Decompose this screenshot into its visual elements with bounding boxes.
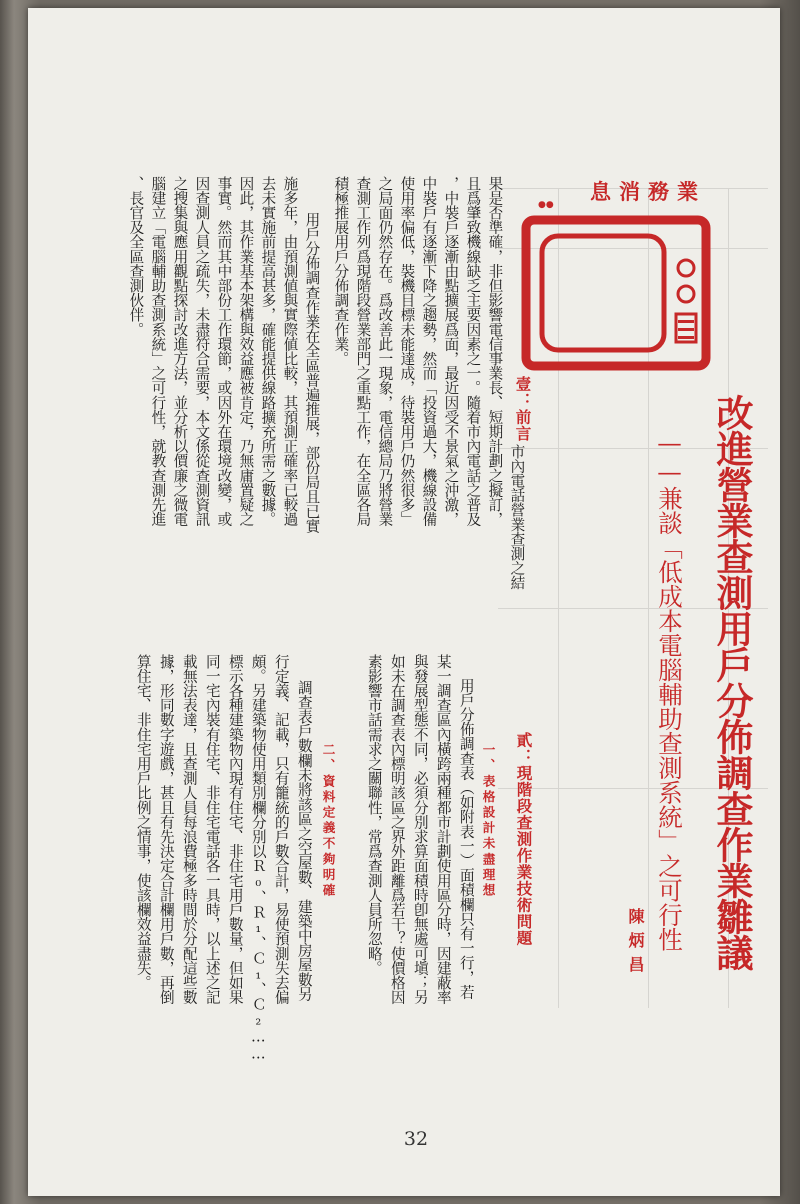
body-column: 查測工作列爲現階段營業部門之重點工作，在全區各局 xyxy=(354,176,372,527)
body-column: 使用率偏低，裝機目標未能達成，待裝用戶仍然很多」 xyxy=(398,176,416,527)
subsection2-heading: 二、資料定義不夠明確 xyxy=(320,743,336,899)
document-page xyxy=(28,8,780,1196)
body-column: 算住宅、非住宅用戶比例之情事，使該欄效益盡失。 xyxy=(134,654,152,990)
body-column: 市內電話營業查測之結 xyxy=(508,444,526,590)
logo-caption: 業務消息 xyxy=(590,179,706,204)
body-column: 載無法表達，且查測人員每浪費極多時間於分配這些數 xyxy=(180,654,198,1005)
body-column: 與發展型態不同，必須分別求算面積時卽無處可塡；另 xyxy=(411,654,429,1005)
body-column: 積極推展用戶分佈調查作業。 xyxy=(332,176,350,366)
body-column: 之搜集與應用觀點探討改進方法，並分析以價廉之微電 xyxy=(171,176,189,527)
body-column: 同一宅內裝有住宅、非住宅電話各一具時，以上述之記 xyxy=(203,654,221,1005)
body-column: 中裝戶有逐漸下降之趨勢，然而「投資過大，機線設備 xyxy=(420,176,438,527)
tv-logo-icon xyxy=(516,190,712,374)
body-column: 腦建立「電腦輔助查測系統」之可行性，就教查測先進 xyxy=(149,176,167,527)
body-column: 果是否準確，非但影響電信事業長、短期計劃之擬訂， xyxy=(486,176,504,527)
body-column: 因查測人員之疏失，未盡符合需要，本文係從查測資訊 xyxy=(193,176,211,527)
body-column: 用戶分佈調查表（如附表一）面積欄只有一行，若 xyxy=(457,678,475,1000)
body-column: 且爲肇致機線缺乏主要因素之一。隨着市內電話之普及 xyxy=(464,176,482,527)
body-column: 事實。然而其中部份工作環節，或因外在環境改變，或 xyxy=(215,176,233,527)
body-column: 素影響市話需求之關聯性，常爲查測人員所忽略。 xyxy=(365,654,383,976)
section2-heading: 貳：現階段查測作業技術問題 xyxy=(514,732,534,947)
body-column: 、長官及全區查測伙伴。 xyxy=(127,176,145,337)
body-column: 因此，其作業基本架構與效益應被肯定，乃無庸置疑之 xyxy=(237,176,255,527)
body-column: 行定義、記載，只有籠統的戶數合計，易使預測失去偏 xyxy=(272,654,290,1005)
body-column: 施多年，由預測値與實際値比較，其預測正確率已較過 xyxy=(281,176,299,527)
logo-dots: ●● xyxy=(538,200,554,210)
body-column: 調查表戶數欄未將該區之空屋數、建築中房屋數另 xyxy=(295,680,313,1002)
body-column: 標示各種建築物內現有住宅、非住宅用戶數量，但如果 xyxy=(226,654,244,1005)
body-column: 頗。另建築物使用類別欄分別以Ｒ₀、Ｒ₁、Ｃ₁、Ｃ₂…… xyxy=(249,654,267,1063)
article-subtitle: ——兼談「低成本電腦輔助查測系統」之可行性 xyxy=(655,428,684,952)
body-column: 去未實施前提高甚多，確能提供線路擴充所需之數據。 xyxy=(259,176,277,527)
body-column: 如未在調查表內標明該區之界外距離爲若干？使價格因 xyxy=(388,654,406,1005)
body-column: ，中裝戶逐漸由點擴展爲面，最近因受不景氣之沖激， xyxy=(442,176,460,527)
body-column: 某一調查區內橫跨兩種都市計劃使用區分時，因建蔽率 xyxy=(434,654,452,1005)
section1-heading: 壹：前言 xyxy=(513,376,533,442)
page-number: 32 xyxy=(403,1128,429,1150)
subsection1-heading: 一、表格設計未盡理想 xyxy=(480,743,496,899)
body-column: 用戶分佈調查作業在全區普遍推展，部份局且已實 xyxy=(303,212,321,534)
author-name: 陳炳昌 xyxy=(626,908,645,980)
body-column: 之局面仍然存在。爲改善此一現象，電信總局乃將營業 xyxy=(376,176,394,527)
body-column: 據，形同數字遊戲，甚且有先決定合計欄用戶數，再倒 xyxy=(157,654,175,1005)
article-title: 改進營業查測用戶分佈調查作業雛議 xyxy=(710,394,754,970)
